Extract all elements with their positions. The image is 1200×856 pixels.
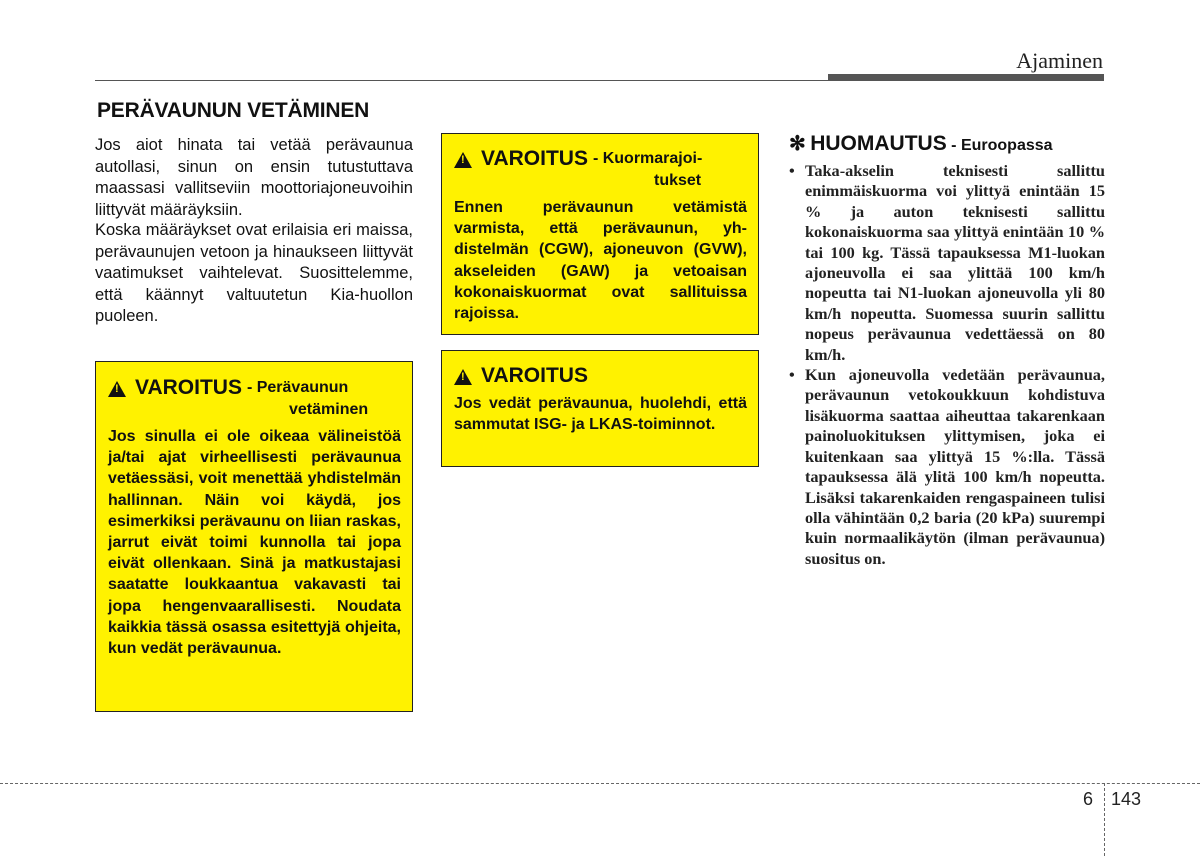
warning-header	[454, 147, 747, 171]
note-header	[789, 131, 1053, 156]
warning-triangle-icon	[108, 381, 126, 397]
warning-subtitle: - Perävaunun	[246, 379, 349, 396]
warning-box-load-limits	[441, 133, 759, 335]
note-list	[789, 161, 1105, 569]
footer-dashed-divider	[1104, 783, 1105, 856]
note-subtitle: - Euroopassa	[951, 137, 1053, 154]
warning-body: Ennen perävaunun vetämistä varmista, että perävaunun, yhdistelmän (CGW), ajoneuvon (GVW), akseleiden (GAW) ja vetoaisan kokonaiskuormat ovat sallituissa rajoissa.	[454, 199, 747, 323]
warning-subtitle-cont: tukset	[654, 172, 702, 189]
warning-triangle-icon	[454, 152, 472, 168]
warning-title: VAROITUS	[481, 364, 588, 387]
intro-paragraph-2: Koska määräykset ovat erilaisia eri maissa, perävaunujen vetoon ja hinaukseen liittyvät vaatimukset vaihtelevat. Suosittelemme, että käännyt valtuutetun Kia-huollon puoleen.	[95, 221, 413, 326]
chapter-number: 6	[1083, 789, 1094, 809]
warning-triangle-icon	[454, 369, 472, 385]
page-number: 143	[1111, 789, 1142, 809]
warning-box-isg-lkas	[441, 350, 759, 467]
warning-box-towing	[95, 361, 413, 712]
note-item: • Taka-akselin teknisesti sallittu enimmäiskuorma voi ylittyä enintään 15 % ja auton teknisesti sallittu kokonaiskuorma saa ylittyä enintään 10 % tai 100 kg. Tässä tapauksessa M1-luokan ajoneuvolla ei saa ylittää 100 km/h nopeutta tai N1-luokan ajoneuvolla yli 80 km/h nopeutta. Suomessa suurin sallittu nopeus perävaunua vedettäessä on 80 km/h.	[789, 161, 1105, 365]
section-title: PERÄVAUNUN VETÄMINEN	[97, 99, 370, 122]
running-header: Ajaminen	[1016, 48, 1103, 73]
asterisk-icon: ✻	[789, 133, 806, 155]
warning-header	[454, 364, 747, 388]
warning-subtitle: - Kuormarajoi-	[592, 150, 703, 167]
warning-title: VAROITUS	[135, 376, 242, 399]
warning-title: VAROITUS	[481, 147, 588, 170]
note-title: HUOMAUTUS	[810, 132, 947, 155]
warning-body: Jos sinulla ei ole oikeaa välineistöä ja/tai ajat virheellisesti perävaunua vetäessäsi, voit menettää yhdistelmän hallinnan. Näin voi käydä, jos esimerkiksi perävaunu on liian raskas, jarrut eivät toimi kunnolla tai jopa eivät ollenkaan. Sinä ja matkustajasi saatatte loukkaantua vakavasti tai jopa hengenvaarallisesti. Noudata kaikkia tässä osassa esitettyjä ohjeita, kun vedät perävaunua.	[108, 428, 401, 658]
header-rule-accent	[828, 74, 1104, 81]
footer-dashed-rule	[0, 783, 1200, 784]
intro-paragraph-1: Jos aiot hinata tai vetää perävaunua autollasi, sinun on ensin tutustuttava maassasi vallitseviin moottoriajoneuvoihin liittyvät määräyksiin.	[95, 136, 413, 219]
note-item: • Kun ajoneuvolla vedetään perävaunua, perävaunun vetokoukkuun kohdistuva lisäkuorma saattaa aiheuttaa takarenkaan painoluokituksen ylittymisen, joka ei kuitenkaan saa ylittyä 15 %:lla. Tässä tapauksessa älä ylitä 100 km/h nopeutta. Lisäksi takarenkaiden rengaspaineen tulisi olla vähintään 0,2 baria (20 kPa) suurempi kuin normaalikäytön (ilman perävaunua) suositus on.	[789, 365, 1105, 569]
warning-body: Jos vedät perävaunua, huolehdi, että sammutat ISG- ja LKAS-toiminnot.	[454, 395, 747, 434]
warning-header	[108, 376, 401, 400]
warning-subtitle-cont: vetäminen	[289, 401, 369, 418]
